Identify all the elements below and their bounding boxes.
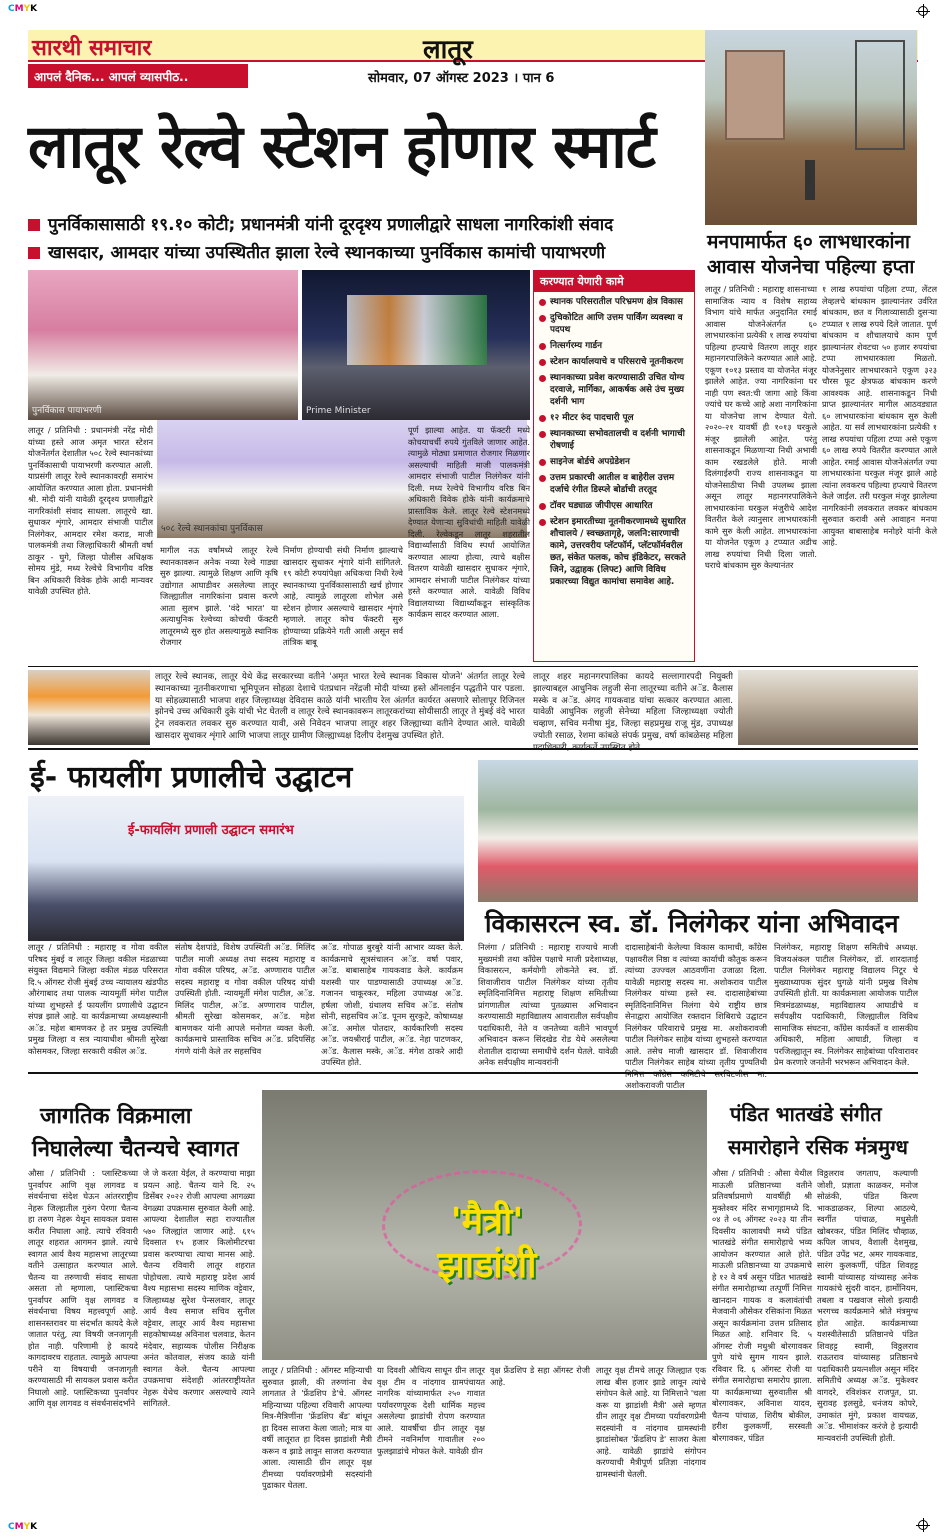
felicitation-photo xyxy=(28,270,298,420)
print-mark-c: C xyxy=(8,4,15,14)
tagline: आपलं दैनिक... आपलं व्यासपीठ.. xyxy=(28,64,248,88)
print-mark-k: K xyxy=(30,4,38,14)
jagatik-headline-line-1: जागतिक विक्रमाला xyxy=(40,1104,192,1129)
lead-story-column-3: निर्माण होण्याची संधी निर्माण झाल्याचे खासदार सुधाकर शृंगारे यांनी सांगितले. १९ कोटी रुपयांपेक्षा अधिकचा निधी रेल्वे स्थानकाच्या पुनर्विकासासाठी खर्च होणार आहे, त्यामुळे लातूरला शोभेल असे स्टेशन होणार असल्याचे खासदार शृंगारे म्हणाले. लातूर कोच फॅक्टरी सुरु होण्याच्या प्रक्रियेने गती आली असून सर्व तांत्रिक बाबू xyxy=(283,545,403,647)
lead-subhead-1 xyxy=(28,212,613,235)
vande-bharat-memorandum-text: लातूर रेल्वे स्थानक, लातूर येथे केंद्र सरकारच्या वतीने 'अमृत भारत रेल्वे स्थानक विकास योजने' अंतर्गत लातूर रेल्वे स्थानकाच्या नूतनीकरणाचा भूमिपूजन सोहळा देशाचे पंतप्रधान नरेंद्रजी मोदी यांच्या हस्ते ऑनलाईन पद्धतीने पार पडला. या सोहळ्यासाठी भाजपा शहर जिल्हाध्यक्ष देविदास काळे यांनी भारतीय रेल अंतर्गत कार्यरत असणारे सोलापूर रिजिनल झोनचे उच्च अधिकारी दुके यांची भेट घेतली व लातूर रेल्वे स्थानकावरून लातूरकरांच्या सोयीसाठी लातूर ते मुंबई वंदे भारत ट्रेन लवकरात लवकर सुरु करण्यात यावी, असे निवेदन भाजपा लातूर शहर जिल्ह्याच्या वतीने देण्यात आले. यावेळी खासदार सुधाकर शृंगारे आणि भाजपा लातूर ग्रामीण जिल्ह्याध्यक्ष दिलीप देशमुख उपस्थित होते. xyxy=(155,672,525,741)
bhatkhande-headline-line-2: समारोहाने रसिक मंत्रमुग्ध xyxy=(728,1135,908,1159)
works-list-item: स्टेशन कार्यालयाचे व परिसराचे नूतनीकरण xyxy=(539,356,689,368)
efiling-banner-text: ई-फायलिंग प्रणाली उद्घाटन समारंभ xyxy=(128,823,294,838)
photo-backdrop-text: पुनर्विकास पायाभरणी xyxy=(32,406,102,416)
section-divider xyxy=(28,666,918,667)
bhatkhande-story-column-2: विठ्ठलराव जगताप, कल्याणी जोशी, प्रज्ञाता काळकर, मनोज सोळंकी, पंडित किरण भाकडाळकर, शिल्पा आठल्ये, स्वर्गीत पांचाळ, मधुसेती खोबरकर, पंडित मिलिंद चौव्हाळ, कपिल जाधव, वैशाली देशमुख, पंडित उपेंद्र भट, अमर गायकवाड, सारंग कुलकर्णी, पंडित शिवहट्ट स्वामी यांच्यासह यांच्यासह अनेक गायकांचे सुंदरी वादन, हार्मोनियम, तबला व पखवाज सोलो इत्यादी भरगच्च कार्यक्रमाने श्रोते मंत्रमुग्ध होत आहेत. कार्यक्रमाच्या यशस्वीतेसाठी प्रतिष्ठानचे पंडित शिवहट्ट स्वामी, विठ्ठलराव राऊतराव यांच्यासह प्रतिष्ठानचे पदाधिकारी प्रयत्नशील असून मंदिर समितीचे अध्यक्ष अॅड. मुकेश्वर वागदरे, रविशंकर राजपूत, प्रा. सुरावह इलसुडे, धनंजय कोपरे, उमाकांत मुंगे, प्रकाश वायचळ, अॅड. भीमाशंकर करंजे हे इत्यादी मान्यवरांनी उपस्थिती होती. xyxy=(817,1168,918,1443)
works-list-item: नित्सर्गरम्य गार्डन xyxy=(539,340,689,352)
photo-screen-text: Prime Minister xyxy=(306,406,371,416)
print-mark-y: Y xyxy=(23,1522,31,1532)
housing-story-column-2: १ लाख रुपयांचा पहिला टप्पा, लेंटल लेव्हलचे बांधकाम झाल्यानंतर उर्वरित बांधकाम, छत व गिलाव्यासाठी दुसऱ्या टप्प्यात १ लाख रुपये दिले जातात. पूर्ण बांधकाम व शौचालयाचे काम पूर्ण झाल्यानंतर शेवटचा ५० हजार रुपयांचा टप्पा लाभधारकाला मिळतो. योजनेनुसार लाभधारकाने एकूण ३२३ चौरस फूट क्षेत्रफळ बांधकाम करणे आवश्यक आहे. शासनाकडून निधी प्राप्त झाल्यानंतर मागील आठवड्यात ६० लाभधारकांना बांधकाम सुरु केली आहेत. या सर्व लाभधारकांना प्रत्येकी १ लाख रुपयांचा पहिला टप्पा असे एकूण ६० लाख रुपये वितरीत करण्यात आले आहेत. रमाई आवास योजनेअंतर्गत ज्या लाभधारकांना घरकुल मंजूर झाले आहे त्यांना लवकरच पहिल्या हप्त्याचे वितरण केले जाईल. तरी घरकुल मंजूर झालेल्या नागरिकांनी लवकरात लवकर बांधकाम सुरुवात करावी असे आवाहन मनपा आयुक्त बाबासाहेब मनोहरे यांनी केले आहे. xyxy=(822,284,937,547)
bullet-square-icon xyxy=(28,247,40,259)
friendship-day-tree-photo xyxy=(262,1090,707,1360)
works-list-item: स्थानकाच्या सभोवतालची व दर्शनी भागाची रोषणाई xyxy=(539,428,689,452)
maitri-story-column-1: लातूर / प्रतिनिधी : ऑगस्ट महिन्याची सुरुवात झाली, की तरुणांना वेध लागतात ते 'फ्रेंडशिप डे'चे. ऑगस्ट महिन्याच्या पहिल्या रविवारी आपल्या मित्र-मैत्रिणींना 'फ्रेंडशिप बँड' बांधून हा दिवस साजरा केला जातो; मात्र या वर्षी लातूरात हा दिवस झाडांशी मैत्री करून व झाडे लावून साजरा करण्यात आला. त्यासाठी ग्रीन लातूर वृक्ष टीमच्या पर्यावरणप्रेमी सदस्यांनी पुढाकार घेतला. xyxy=(262,1365,372,1490)
print-mark-m: M xyxy=(14,4,24,14)
works-list-item: स्थानक परिसरातील परिभ्रमण क्षेत्र विकास xyxy=(539,296,689,308)
bullet-square-icon xyxy=(28,219,40,231)
newspaper-brand: सारथी समाचार xyxy=(32,35,152,61)
efiling-story-column-2: संतोष देशपांडे, विशेष उपस्थिती अॅड. मिलिंद पाटील माजी अध्यक्ष तथा सदस्य महाराष्ट्र व गोवा वकील परिषद, अॅड. अण्णाराव पाटील सदस्य महाराष्ट्र व गोवा वकील परिषद यांची उपस्थिती होती. न्यायमूर्ती मंगेश पाटील, अॅड. मिलिंद पाटील, अॅड. अण्णाराव पाटील, श्रीमती सुरेखा कोसमकर, अॅड. महेश बामणकर यांनी आपले मनोगत व्यक्त केली. कार्यक्रमाचे प्रास्ताविक सचिव अॅड. प्रदिपसिंह गंगणे यांनी केले तर सहसचिव xyxy=(175,942,315,1056)
maitri-story-column-4: लातूर वृक्ष टीमचे लातूर जिल्ह्यात एक लाख बीस हजार झाडे लावून त्यांचे संगोपन केले आहे. या निमित्ताने 'चला करू या झाडांशी मैत्री' असे म्हणत ग्रीन लातूर वृक्ष टीमच्या पर्यावरणप्रेमी सदस्यांनी व नांदगाव ग्रामस्थांनी झाडांसोबत 'फ्रेंडशिप डे' साजरा केला आहे. यावेळी झाडांचे संगोपन करण्याची मैत्रीपूर्ण प्रतिज्ञा नांदगाव ग्रामस्थांनी घेतली. xyxy=(596,1365,706,1479)
efiling-inauguration-photo xyxy=(28,796,464,941)
print-mark-y: Y xyxy=(23,4,31,14)
nilangekar-story-column-2: दादासाहेबांनी केलेल्या विकास कामाची, काँग्रेस पक्षावरील निष्ठा व त्यांच्या कार्याची कौतुक करून त्यांच्या उज्ज्वल आठवणींना उजाळा दिला. यावेळी महाराष्ट्र सदस्य मा. अशोकराव पाटील निलंगेकर यांच्या हस्ते स्व. दादासाहेबांच्या स्मृतिदिनानिमित्त निलंगा येथे राष्ट्रीय छात्र सेनाद्वारा आयोजित रक्तदान शिबिराचे उद्घाटन निलंगेकर परिवाराचे प्रमुख मा. अशोकरावजी पाटील निलंगेकर साहेब यांच्या शुभहस्ते करण्यात आले. तसेच माजी खासदार डॉ. शिवाजीराव पाटील निलंगेकर साहेब यांच्या तृतीय पुण्यतिथी अशोकरावजी पाटील xyxy=(625,942,767,1090)
issue-date: सोमवार, 07 ऑगस्ट 2023 xyxy=(368,71,509,86)
works-list-title: करण्यात येणारी कामे xyxy=(534,271,694,292)
nilangekar-headline: विकासरत्न स्व. डॉ. निलंगेकर यांना अभिवादन xyxy=(485,909,899,938)
maitri-photo-caption: 'मैत्री' झाडांशी xyxy=(437,1201,537,1286)
housing-headline: मनपामार्फत ६० लाभधारकांना आवास योजनेचा पहिल्या हप्ता xyxy=(707,231,915,278)
building-shape xyxy=(725,50,785,140)
works-list-item: टॉवर घड्याळ जीपीएस आधारित xyxy=(539,500,689,512)
jagatik-story-column-1: औसा / प्रतिनिधी : प्लास्टिकच्या पुनर्वापर आणि वृक्ष लागवड व संवर्धनाचा संदेश घेऊन आंतरराष्ट्रीय नेहरू जिल्हातील गुरुंग पेरणा चैतन्य हा तरुण नेहरू येथून सायकल प्रवास करीत निघाला आहे. त्याचे रविवारी लातूर शहरात आगमन झाले. त्याचे स्वागत आर्य वैश्य महासभा लातूरच्या वतीने उत्साहात करण्यात आले. चैतन्य या तरुणाची संवाद साधता असता तो म्हणाला, प्लास्टिकचा पुनर्वापर आणि वृक्ष लागवड व संवर्धनाचा विषय महत्त्वपूर्ण आहे. शासनस्तरावर या संदर्भात कायदे केले जातात परंतु, त्या विषयी जनजागृती होत नाही. परिणामी हे कायदे कागदावरच राहतात. त्यामुळे आपल्या परीने या विषयाची जनजागृती करण्यासाठी मी सायकल प्रवास करीत निघालो आहे. प्लास्टिकच्या पुनर्वापर आणि वृक्ष लागवड व संवर्धनासंदर्भाने xyxy=(28,1168,138,1408)
print-mark-k: K xyxy=(30,1522,38,1532)
works-list-item: साइनेज बोर्डचे अपग्रेडेशन xyxy=(539,456,689,468)
person-shape xyxy=(805,160,815,200)
screen-shape xyxy=(347,295,487,365)
works-list xyxy=(534,292,694,596)
print-color-marks-bottom xyxy=(8,1522,37,1532)
works-list-item: १२ मीटर रुंद पादचारी पूल xyxy=(539,412,689,424)
jagatik-headline-line-2: निघालेल्या चैतन्यचे स्वागत xyxy=(32,1137,239,1162)
issue-date-line: सोमवार, 07 ऑगस्ट 2023 । पान 6 xyxy=(368,71,555,86)
works-list-box xyxy=(533,270,695,662)
registration-mark-icon xyxy=(918,6,928,16)
works-list-item: स्टेशन इमारतीच्या नूतनीकरणामध्ये सुधारित शौचालये / स्वच्छतागृहे, जलनि:सारणाची कामे, उत्तरवरीय प्लॅटफॉर्म, प्लॅटफॉर्मवरील छत, संकेत फलक, कोच इंडिकेटर, सरकते जिने, उद्वाहक (लिफ्ट) आणि विविध प्रकारच्या विद्युत कामांचा समावेश आहे. xyxy=(539,516,689,588)
maitri-story-column-2: या दिवशी औचित्य साधून ग्रीन लातूर वृक्ष टीम व नांदगाव ग्रामपंचायत नागरिक यांच्यामार्फत २५० गावात पर्यावरणपूरक देशी धार्मिक महत्त्व असलेल्या झाडांची रोपण करण्यात आले. यावर्षीचा ग्रीन लातूर वृक्ष टीमने नवनिर्माण गावातील २०० फुलझाडांचे मोफत केले. यावेळी ग्रीन xyxy=(377,1365,485,1456)
lahuji-sena-felicitation-text: लातूर शहर महानगरपालिका कायदे सल्लागारपदी नियुक्ती झाल्याबद्दल आधुनिक लहुजी सेना लातूरच्या वतीने अॅड. कैलास मस्के व अॅड. अंगद गायकवाड यांचा सत्कार करण्यात आला. यावेळी आधुनिक लहुजी सेनेच्या महिला जिल्हाध्यक्षा ज्योती चव्हाण, सचिव मनीषा मुंड, जिल्हा सहप्रमुख राजू मुंड, उपाध्यक्ष ज्योती रसाळ, रेशमा कांबळे संपर्क प्रमुख, वर्षा कांबळेसह महिला xyxy=(533,672,733,741)
lead-headline: लातूर रेल्वे स्टेशन होणार स्मार्ट xyxy=(28,112,656,182)
works-list-item: उत्तम प्रकारची आतील व बाहेरील उत्तम दर्जाचे रंगीत डिस्प्ले बोर्डाची तरतूद xyxy=(539,472,689,496)
efiling-headline: ई- फायलींग प्रणालीचे उद्घाटन xyxy=(30,760,353,795)
efiling-story-column-1: लातूर / प्रतिनिधी : महाराष्ट्र व गोवा वकील परिषद मुंबई व लातूर जिल्हा वकील मंडळाच्या संयुक्त विद्यमाने जिल्हा वकील मंडळ परिसरात दि.५ ऑगस्ट रोजी मुंबई उच्च न्यायालय खंडपीठ औरंगाबाद तथा पालक न्यायमूर्ती मंगेश पाटील यांच्या शुभहस्ते ई फायलींग प्रणालीचे उद्घाटन संपन्न झाले आहे. या कार्यक्रमाच्या अध्यक्षस्थानी अॅड. महेश बामणकर हे तर प्रमुख उपस्थिती प्रमुख जिल्हा व सत्र न्यायाधीश श्रीमती सुरेखा कोसमकर, जिल्हा सरकारी वकील अॅड. xyxy=(28,942,168,1056)
print-mark-m: M xyxy=(14,1522,24,1532)
efiling-story-column-3: अॅड. गोपाळ बुरबुरे यांनी आभार व्यक्त केले. कार्यक्रमाचे सूत्रसंचालन अॅड. वर्षा पवार, अॅड. बाबासाहेब गायकवाड केले. कार्यक्रम यशस्वी पार पाडण्यासाठी उपाध्यक्ष अॅड. गजानन चाकूरकर, महिला उपाध्यक्ष अॅड. हर्षला जोशी, ग्रंथालय सचिव अॅड. संतोष सोनी, सहसचिव अॅड. पूनम सुरकुटे, कोषाध्यक्ष अॅड. अमोल पोतदार, कार्यकारिणी सदस्य अॅड. जयश्रीराई पाटील, अॅड. नेहा पाटणकर, अॅड. कैलास मस्के, अॅड. मंगेश ठाकरे आदी उपस्थित होते. xyxy=(321,942,463,1067)
scaffold-shape xyxy=(855,40,905,150)
housing-story-column-1: लातूर / प्रतिनिधी : महाराष्ट्र शासनाच्या सामाजिक न्याय व विशेष सहाय्य विभाग यांचे मार्फत अनुदानित रमाई आवास योजनेअंतर्गत ६० लाभधारकांना प्रत्येकी १ लाख रुपयांचा पहिल्या हप्त्याचे वितरण लातूर शहर महानगरपालिकेने करण्यात आले आहे. एकूण १०१३ प्रस्ताव या योजनेत मंजूर झालेले आहेत. ज्या नागरिकांना घर नाही पण स्वत:ची जागा आहे किंवा ज्यांचे घर कच्चे आहे अशा नागरिकांना या योजनेचा लाभ देण्यात येतो. २०२०-२१ यावर्षी ही १०१३ घरकुले मंजूर झालेली आहेत. परंतु शासनाकडून मिळणाऱ्या निधी अभावी काम रखडलेले होते. माजी दिलंगाईरुपी राज्य शासनाकडून या योजनेसाठीचा निधी उपलब्ध झाला असून लातूर महानगरपालिकेने लाभधारकांना घरकुल मंजुरीचे आदेश वितरीत केले त्यानुसार लाभधारकांनी कामे सुरु केली आहेत. लाभधारकांना या योजनेत एकूण ३ टप्प्यात अडीच लाख रुपयांचा निधी दिला जातो. घराचे बांधकाम सुरु केल्यानंतर xyxy=(705,284,817,570)
maitri-story-column-3: वृक्ष फ्रेंडशिप डे सहा ऑगस्ट रोजी आहे. xyxy=(490,1365,590,1387)
subhead-text: पुनर्विकासासाठी १९.१० कोटी; प्रधानमंत्री यांनी दूरदृश्य प्रणालीद्वारे साधला नागरिकांशी संवाद xyxy=(48,215,614,235)
construction-site-photo xyxy=(705,30,917,225)
nilangekar-story-column-3: निलंगेकर, महाराष्ट्र शिक्षण समितीचे अध्यक्ष. विजयअंकल पाटील निलंगेकर, डॉ. शारदाताई पाटील निलंगेकर महाराष्ट्र विद्यालय निटूर चे मुख्याध्यापक सुंदर घुगळे यांनी प्रमुख विशेष उपस्थिती होती. या कार्यक्रमाला आयोजक पाटील मित्रमंडळाध्यक्ष, महाविद्यालय आघाडीचे व सर्वपक्षीय पदाधिकारी, जिल्ह्यातील विविध सामाजिक संघटना, कॉंग्रेस कार्यकर्ते व शासकीय अधिकारी, महिला आघाडी, जिल्हा व परजिल्ह्यातून स्व. निलंगेकर साहेबांच्या परिवारावर प्रेम करणारे जनतेनी भरभरून अभिवादन केले. xyxy=(774,942,918,1067)
felicitation-group-photo xyxy=(738,670,918,745)
section-divider xyxy=(28,748,918,750)
nilangekar-story-column-1: निलंगा / प्रतिनिधी : महाराष्ट्र राज्याचे माजी मुख्यमंत्री तथा काँग्रेस पक्षाचे माजी प्रदेशाध्यक्ष, विकासरत्न, कर्मयोगी लोकनेते स्व. डॉ. शिवाजीराव पाटील निलंगेकर यांच्या तृतीय स्मृतिदिनानिमित्त महाराष्ट्र शिक्षण समितीच्या प्रांगणातील त्यांच्या पुतळ्यास अभिवादन करण्यासाठी महाविद्यालय आवारातील सर्वपक्षीय पदाधिकारी, नेते व जनतेच्या वतीने भावपूर्ण अभिवादन करून सिंदखेड रोड येथे असलेल्या शेतातील दादाच्या समाधीचे दर्शन घेतले. यावेळी अनेक सर्वपक्षीय मान्यवरांनी xyxy=(478,942,618,1067)
subhead-text: खासदार, आमदार यांच्या उपस्थितीत झाला रेल्वे स्थानकाच्या पुनर्विकास कामांची पायाभरणी xyxy=(48,243,606,263)
page-number: पान 6 xyxy=(522,71,555,86)
section-divider xyxy=(28,1072,918,1074)
memorial-tribute-photo xyxy=(478,760,918,902)
registration-mark-icon xyxy=(918,1520,928,1530)
bjp-memorandum-photo xyxy=(28,670,150,745)
print-mark-c: C xyxy=(8,1522,15,1532)
bhatkhande-headline-line-1: पंडित भातखंडे संगीत xyxy=(730,1102,882,1126)
print-color-marks-top xyxy=(8,4,37,14)
lead-story-column-2: मागील नऊ वर्षांमध्ये लातूर रेल्वे स्थानकावरून अनेक नव्या रेल्वे गाड्या सुरु झाल्या. त्यामुळे शिक्षण आणि कृषि उद्योगात आघाडीवर असलेल्या लातूर जिल्ह्यातील नागरिकांना प्रवास करणे आता सुलभ झाले. 'वंदे भारत' या अत्याधुनिक रेल्वेच्या कोचची फॅक्टरी लातूरमध्ये सुरु होत असल्यामुळे स्थानिक रोजगार xyxy=(160,545,278,647)
lead-story-column-1: लातूर / प्रतिनिधी : प्रधानमंत्री नरेंद्र मोदी यांच्या हस्ते आज अमृत भारत स्टेशन योजनेंतर्गत देशातील ५०८ रेल्वे स्थानकांच्या पुनर्विकासाची पायाभरणी करण्यात आली. याप्रसंगी लातूर रेल्वे स्थानकावरही समारंभ आयोजित करण्यात आला होता. प्रधानमंत्री श्री. मोदी यांनी यावेळी दूरदृश्य प्रणालीद्वारे नागरिकांशी संवाद साधला. लातूरचे खा. सुधाकर शृंगारे, आमदार संभाजी पाटील निलंगेकर, आमदार रमेश कराड, माजी पालकमंत्री तथा जिल्हाधिकारी श्रीमती वर्षा ठाकूर - घुगे, जिल्हा पोलीस अधिक्षक सोमय मुंडे, मध्य रेल्वेचे विभागीय वरिष्ठ बिन अधिकारी विवेक होके आदी मान्यवर यावेळी उपस्थित होते. xyxy=(28,425,153,596)
lead-story-column-4: पूर्ण झाल्या आहेत. या फॅक्टरी मध्ये कोचयाचर्ची रुपये गुंतविले जाणार आहेत. त्यामुळे मोठ्या प्रमाणात रोजगार मिळणार असल्याची माहिती माजी पालकमंत्री आमदार संभाजी पाटील निलंगेकर यांनी दिली. मध्य रेल्वेचे विभागीय वरिष्ठ बिन अधिकारी विवेक होके यांनी कार्यक्रमाचे प्रास्ताविक केले. लातूर रेल्वे स्टेशनमध्ये देण्यात येणाऱ्या सुविधांची माहिती यावेळी दिली. रेल्वेकडून लातूर शहरातील विद्यार्थ्यांसाठी विविध स्पर्धा आयोजित करण्यात आल्या होत्या, त्याचे बक्षीस वितरण यावेळी खासदार सुधाकर शृंगारे, आमदार संभाजी पाटील निलंगेकर यांच्या हस्ते करण्यात आले. यावेळी विविध विद्यालयाच्या विद्यार्थ्यांकडून सांस्कृतिक कार्यक्रम सादर करण्यात आला. xyxy=(408,425,530,619)
bhatkhande-story-column-1: औसा / प्रतिनिधी : औसा येथील माऊली प्रतिष्ठानच्या वतीने प्रतिवर्षाप्रमाणे यावर्षीही श्री मुक्तेश्वर मंदिर सभागृहामध्ये दि. ०४ ते ०६ ऑगस्ट २०२३ या तीन दिवसीय कालावधी मध्ये पंडित भातखंडे संगीत समारोहाचे भव्य आयोजन करण्यात आले होते. माऊली प्रतिष्ठानच्या या उपक्रमाचे हे १२ वे वर्ष असून पंडित भातखंडे संगीत समारोहाच्या तत्पूर्णी निमित्त खानदान गायक व कलावंतांची मेजवानी औसेकर रसिकांना मिळत असून कार्यक्रमांना उत्तम प्रतिसाद मिळत आहे. शनिवार दि. ५ ऑगस्ट रोजी मधुश्री बोरगावकर पुणे यांचे सुगम गायन झाले. रविवार दि. ६ ऑगस्ट रोजी या संगीत समारोहाचा समारोप झाला. या कार्यक्रमाच्या सुरुवातीस श्री बोरगावकर, अविनाश यादव, चैतन्य पांचाळ, शिरीष बोकील, हरीश कुलकर्णी, सरस्वती बोरगावकर, पंडित xyxy=(712,1168,812,1443)
jagatik-story-column-2: जे जे करता येईल, ते करण्याचा माझा प्रयत्न आहे. चैतन्य याने दि. २५ डिसेंबर २०२२ रोजी आपल्या आगळ्या वेगळ्या उपक्रमास सुरुवात केली आहे. आपल्या देशातील सहा राज्यातील ५७० जिल्ह्यांत जाणार आहे. ६१५ दिवसात १५ हजार किलोमीटरचा प्रवास करण्याचा त्याचा मानस आहे. चैतन्य रविवारी लातूर शहरात पोहोचला. त्याचे महाराष्ट्र प्रदेश आर्य वैश्य महासभा सदस्य माणिक वट्टेवार, जिल्हाध्यक्ष सुरेश पेन्सलवार, लातूर आर्य वैश्य समाज सचिव सुनील वट्टेवार, लातूर आर्य वैश्य महासभा सहकोषाध्यक्ष अविनाश चलवाड, केतन मंदेवार, सहाय्यक पोलीस निरीक्षक अनंत कोतवाल, संजय काळे यांनी स्वागत केले. चैतन्य आपल्या उपक्रमाचा संदेशही आंतरराष्ट्रीयतेत नेहरू येथेच करणार असल्याचे त्याने सांगितले. xyxy=(143,1168,255,1408)
pm-screen-photo xyxy=(302,270,530,420)
edition-city: लातूर xyxy=(423,35,473,65)
works-list-item: स्थानकाच्या प्रवेश करण्यासाठी उचित योग्य दरवाजे, मार्गिका, आकर्षक असे उंच मुख्य दर्शनी भाग xyxy=(539,372,689,408)
lead-subhead-2 xyxy=(28,240,605,263)
photo-backdrop-text: ५०८ रेल्वे स्थानकांचा पुनर्विकास xyxy=(161,524,263,534)
works-list-item: दुचिकोटित आणि उत्तम पार्किंग व्यवस्था व पदपथ xyxy=(539,312,689,336)
